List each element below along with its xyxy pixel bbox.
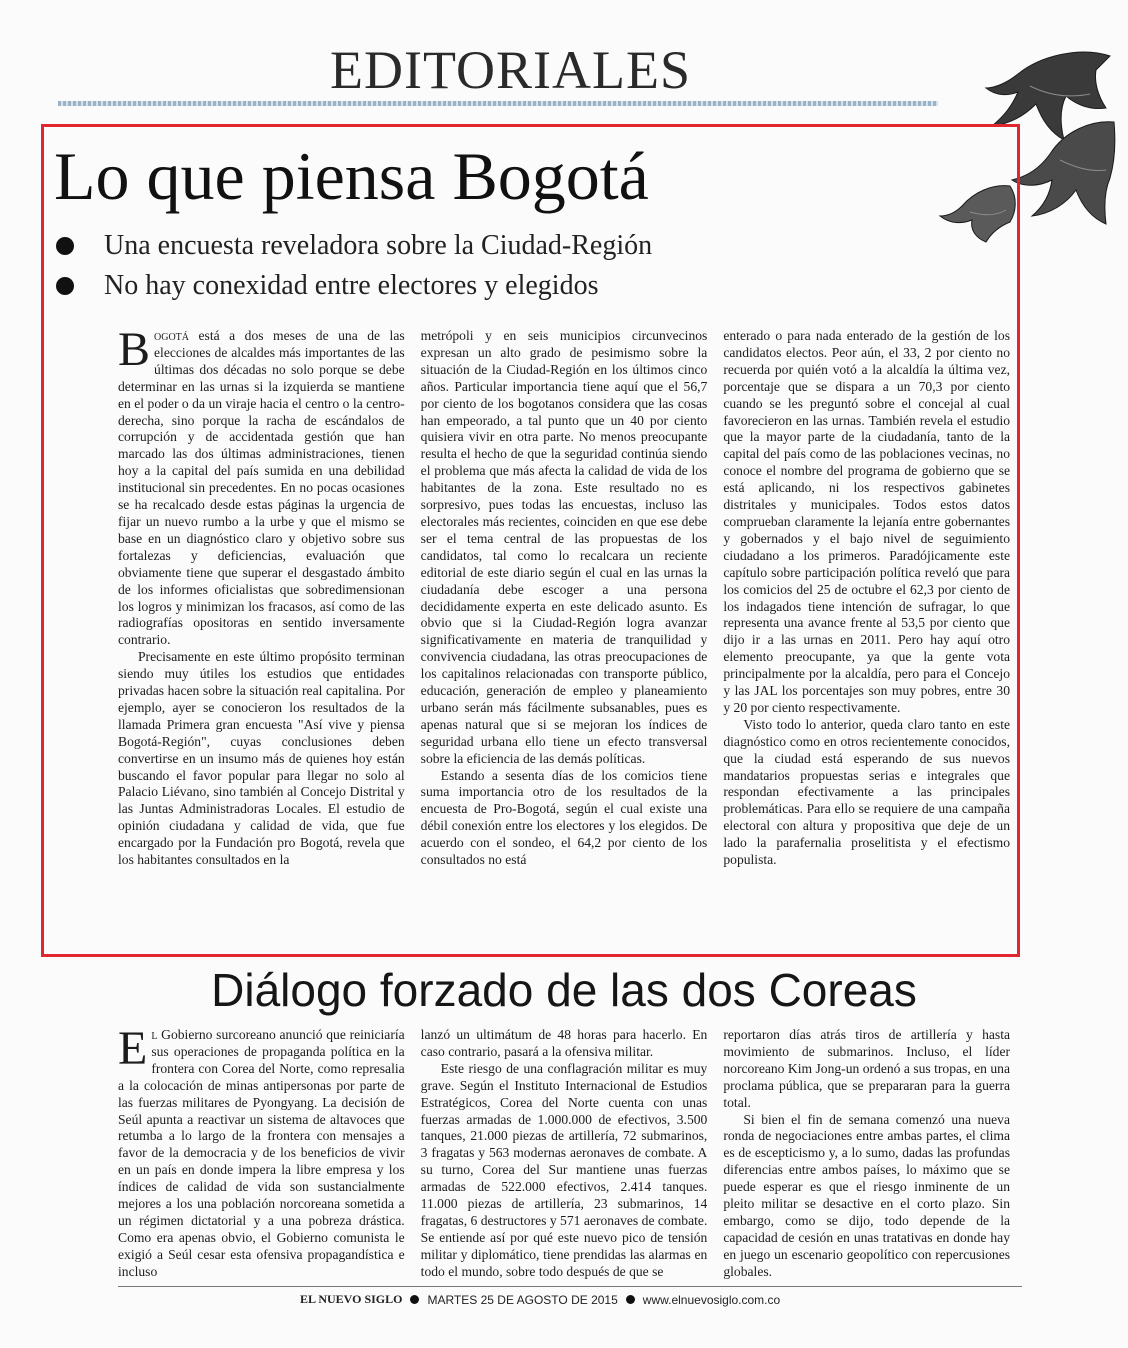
article-column <box>421 328 708 948</box>
paragraph: enterado o para nada enterado de la gestión de los candidatos electos. Peor aún, el 33, 2 por ciento no recuerda por quién votó a la alcaldía la última vez, porcentaje que se dispara a un 70,3 por ciento cuando se les preguntó sobre el concejal al cual favorecieron en las urnas. También revela el estudio que la mayor parte de la ciudadanía, tanto de la capital del país como de las poblaciones vecinas, no conoce el nombre del programa de gobierno que se está aplicando, ni los respectivos gabinetes distritales y municipales. Todos estos datos comprueban claramente la lejanía entre gobernantes y gobernados y el bajo nivel de seguimiento ciudadano a los primeros. Paradójicamente este capítulo sobre participación política reveló que para los comicios del 25 de octubre el 62,3 por ciento de los indagados tiene intención de sufragar, lo que representa una avance frente al 53,5 por ciento que dijo ir a las urnas en 2011. Pero hay aquí otro elemento preocupante, ya que la gente vota principalmente por la alcaldía, pero para el Concejo y las JAL los porcentajes son muy pobres, entre 30 y 20 por ciento respectivamente. <box>723 328 1011 715</box>
editorial-2-headline: Diálogo forzado de las dos Coreas <box>211 964 917 1016</box>
paragraph <box>118 1027 405 1281</box>
deck-item <box>56 266 956 306</box>
paragraph <box>118 328 405 649</box>
deck-item <box>56 226 956 266</box>
section-title: EDITORIALES <box>330 40 691 100</box>
article-column <box>421 1027 708 1282</box>
deck-text: Una encuesta reveladora sobre la Ciudad-Región <box>104 230 653 261</box>
paragraph: metrópoli y en seis municipios circunvecinos expresan un alto grado de pesimismo sobre la situación de la Ciudad-Región en los últimos cinco años. Particular importancia tiene aquí que el 56,7 por ciento de los bogotanos considera que las cosas han empeorado, a tal punto que un 40 por ciento quisiera vivir en otra parte. No menos preocupante resulta el hecho de que la seguridad continúa siendo el problema que más afecta la calidad de vida de los habitantes de la zona. Este resultado no es sorpresivo, pues todas las encuestas, incluso las electorales más recientes, coinciden en que ese debe ser el tema central de las propuestas de los candidatos, tal como lo recalcara un reciente editorial de este diario según el cual en las urnas la ciudadanía debe escoger a una persona decididamente experta en este delicado asunto. Es obvio que si la Ciudad-Región logra avanzar significativamente en materia de tranquilidad y convivencia ciudadana, las otras preocupaciones de los capitalinos relacionadas con transporte público, educación, generación de empleo y planeamiento urbano serán más fácilmente subsanables, pues es apenas natural que si se mejoran los índices de seguridad urbana ello tiene un efecto transversal sobre la eficiencia de las demás políticas. <box>420 328 708 766</box>
newspaper-brand: EL NUEVO SIGLO <box>300 1292 403 1306</box>
paragraph-text: Gobierno surcoreano anunció que reiniciaría sus operaciones de propaganda política en la frontera con Corea del Norte, como represalia a la colocación de minas antipersonas por parte de las fuerzas militares de Pyongyang. La decisión de Seúl apunta a reactivar un sistema de altavoces que retumba a lo largo de la frontera con mensajes a favor de la democracia y de los beneficios de vivir en un país en donde impera la libre empresa y los índices de calidad de vida son sustancialmente mejores a los una población norcoreana sometida a un régimen dictatorial y a una pobreza drástica. Como era apenas obvio, el Gobierno comunista le exigió a Seúl cesar esta ofensiva propagandística e incluso <box>118 1027 405 1279</box>
paragraph: Estando a sesenta días de los comicios tiene suma importancia otro de los resultados de la encuesta de Pro-Bogotá, según el cual existe una débil conexión entre los electores y los elegidos. De acuerdo con el sondeo, el 64,2 por ciento de los consultados no está <box>420 767 708 868</box>
paragraph-text: está a dos meses de una de las elecciones de alcaldes más importantes de las últimas dos décadas no solo porque se debe determinar en las urnas si la izquierda se mantiene en el poder o da un viraje hacia el centro o la centro-derecha, sino porque la racha de escándalos de corrupción y de accidentada gestión que han marcado las dos últimas administraciones, tienen hoy a la capital del país sumida en una debilidad institucional sin precedentes. En no pocas ocasiones se ha recalcado desde estas páginas la urgencia de fijar un nuevo rumbo a la urbe y que el mismo se base en un diagnóstico claro y objetivo sobre sus fortalezas y deficiencias, evaluación que obviamente tiene que superar el desgastado ámbito de los informes oficialistas que sobredimensionan los logros y minimizan los fracasos, así como de las radiografías opositoras en sentido inversamente contrario. <box>118 328 405 648</box>
website-link[interactable]: www.elnuevosiglo.com.co <box>642 1292 781 1307</box>
editorial-2-body <box>118 1027 1010 1282</box>
article-column <box>118 1027 405 1282</box>
article-column <box>723 1027 1010 1282</box>
section-divider <box>58 101 938 106</box>
page-footer <box>300 1292 900 1307</box>
drop-cap: E <box>118 1027 148 1075</box>
paragraph: lanzó un ultimátum de 48 horas para hacerlo. En caso contrario, pasará a la ofensiva militar. <box>420 1027 708 1059</box>
bullet-dot-icon <box>410 1295 419 1304</box>
paragraph: Precisamente en este último propósito terminan siendo muy útiles los estudios que entidades privadas hacen sobre la situación real capitalina. Por ejemplo, ayer se conocieron los resultados de la llamada Primera gran encuesta "Así vive y piensa Bogotá-Región", cuyas conclusiones deben convertirse en un insumo más de quienes hoy están buscando el favor popular para llegar no solo al Palacio Liévano, sino también al Concejo Distrital y las Juntas Administradoras Locales. El estudio de opinión ciudadana y calidad de vida, que fue encargado por la Fundación pro Bogotá, revela que los habitantes consultados en la <box>118 649 405 868</box>
issue-date: MARTES 25 DE AGOSTO DE 2015 <box>427 1292 618 1307</box>
editorial-1-deck <box>56 226 956 306</box>
lead-word: l <box>151 1027 158 1042</box>
paragraph: reportaron días atrás tiros de artillería y hasta movimiento de submarinos. Incluso, el líder norcoreano Kim Jong-un ordenó a sus tropas, en una proclama pública, que se prepararan para la guerra total. <box>723 1027 1011 1110</box>
article-column <box>118 328 405 948</box>
paragraph: Visto todo lo anterior, queda claro tanto en este diagnóstico como en otros recientemente conocidos, que la ciudad está esperando de sus nuevos mandatarios propuestas serias e integrales que respondan efectivamente a las principales problemáticas. Para ello se requiere de una campaña electoral con altura y propositiva que deje de un lado la parafernalia proselitista y el efectismo populista. <box>723 716 1011 868</box>
bullet-dot-icon <box>56 277 74 295</box>
editorial-1-body <box>118 328 1010 948</box>
bullet-dot-icon <box>626 1295 635 1304</box>
deck-text: No hay conexidad entre electores y elegidos <box>104 270 599 301</box>
paragraph: Si bien el fin de semana comenzó una nueva ronda de negociaciones entre ambas partes, el clima es de escepticismo y, a lo sumo, dadas las profundas diferencias entre ambos países, lo máximo que se puede esperar es que el riesgo inminente de un pleito militar se desactive en el corto plazo. Sin embargo, como se dijo, todo depende de la capacidad de cesión en unas tratativas en donde hay en juego un escenario geopolítico con repercusiones globales. <box>723 1111 1011 1279</box>
editorial-1-headline: Lo que piensa Bogotá <box>54 138 649 214</box>
article-column <box>723 328 1010 948</box>
footer-divider <box>118 1286 1022 1287</box>
lead-word: ogotá <box>154 328 190 343</box>
paragraph: Este riesgo de una conflagración militar es muy grave. Según el Instituto Internacional de Estudios Estratégicos, Corea del Norte cuenta con unas fuerzas armadas de 1.000.000 de efectivos, 3.500 tanques, 21.000 piezas de artillería, 72 submarinos, 3 fragatas y 563 modernas aeronaves de combate. A su turno, Corea del Sur mantiene unas fuerzas armadas de 522.000 efectivos, 2.414 tanques. 11.000 piezas de artillería, 23 submarinos, 14 fragatas, 6 destructores y 571 aeronaves de combate. Se entiende así por qué este nuevo pico de tensión militar y diplomático, tiene prendidas las alarmas en todo el mundo, sobre todo después de que se <box>420 1060 708 1279</box>
bullet-dot-icon <box>56 237 74 255</box>
drop-cap: B <box>118 328 151 376</box>
